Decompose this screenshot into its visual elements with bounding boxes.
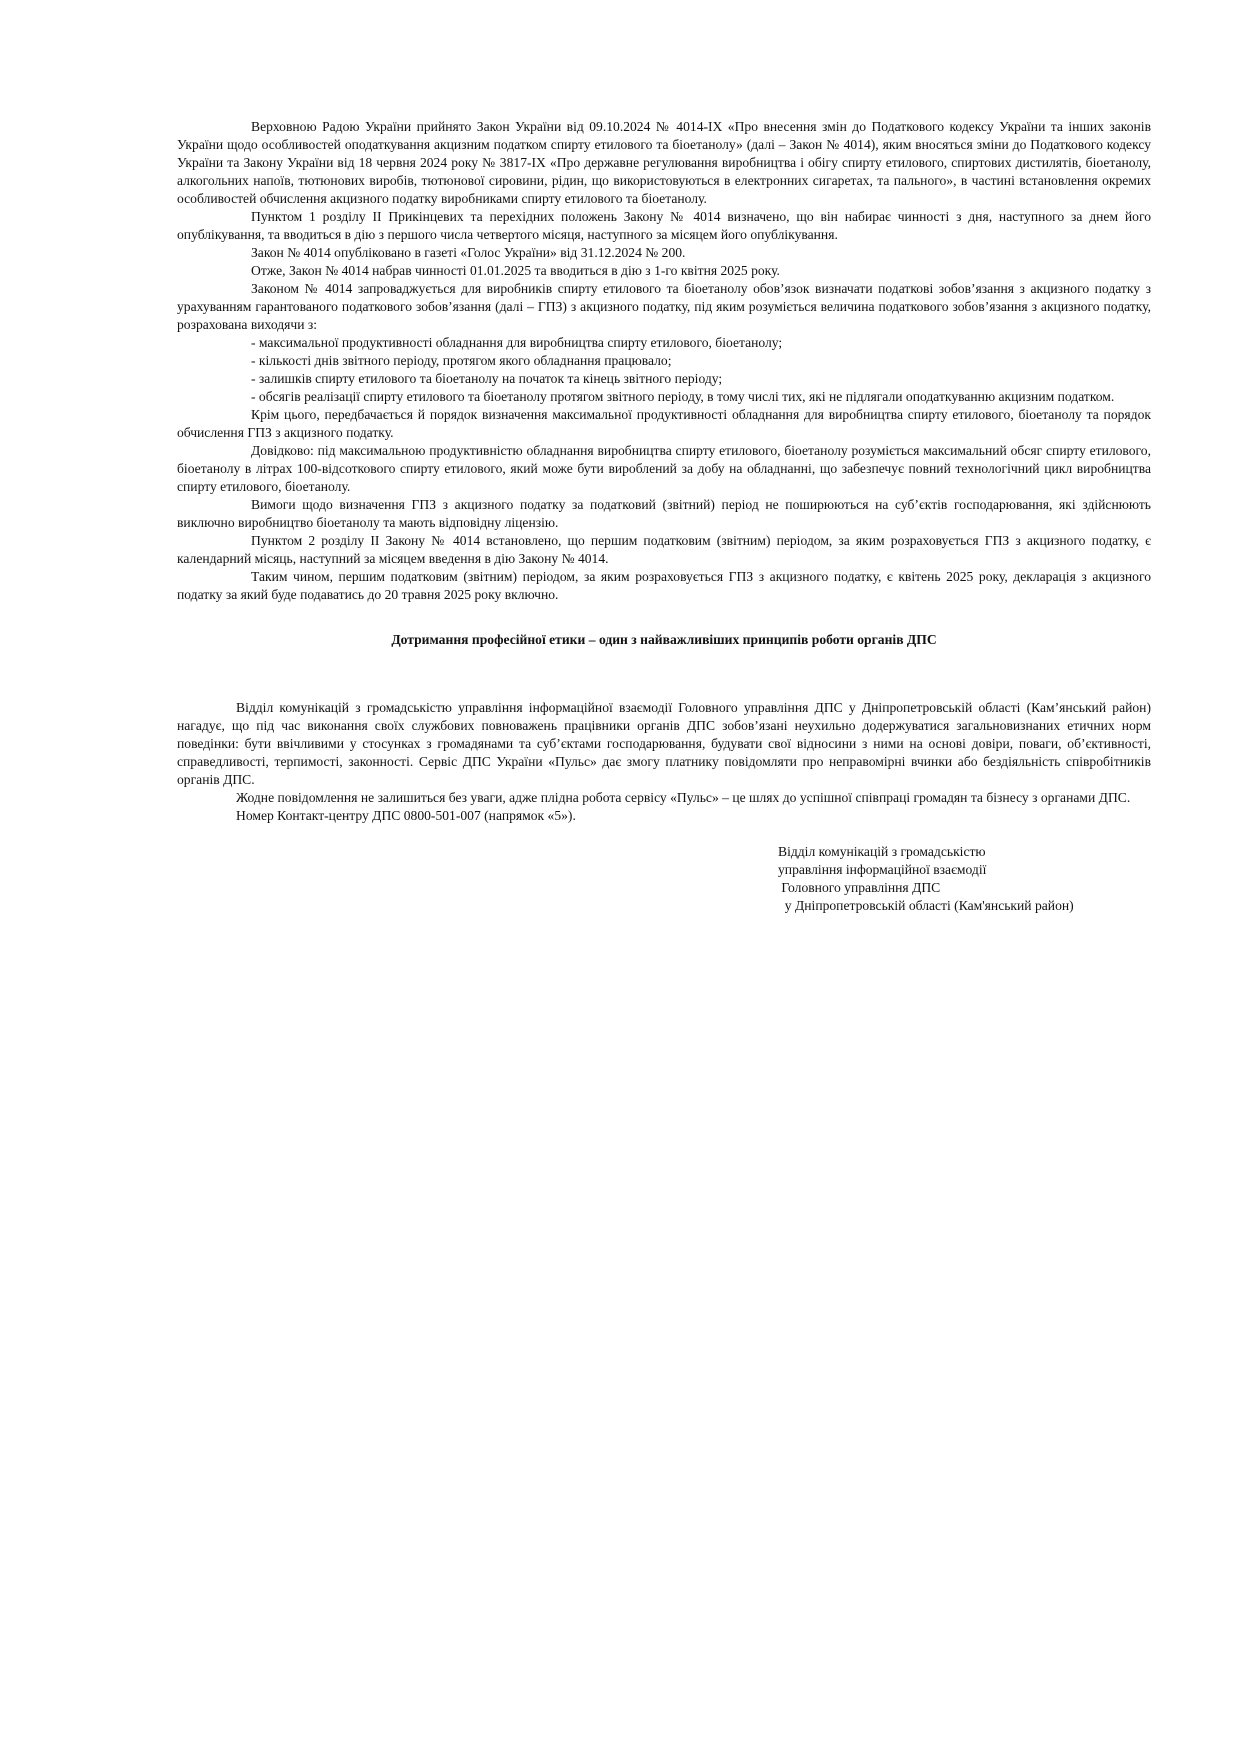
list-item: - кількості днів звітного періоду, протягом якого обладнання працювало;	[251, 353, 672, 368]
list-item: - обсягів реалізації спирту етилового та біоетанолу протягом звітного періоду, в тому числі тих, які не підлягали оподаткуванню акцизним податком.	[251, 389, 1115, 404]
paragraph: Таким чином, першим податковим (звітним) періодом, за яким розраховується ГПЗ з акцизного податку, є квітень 2025 року, декларація з акцизного податку за який буде подаватись до 20 травня 2025 року включно.	[177, 569, 1151, 602]
paragraph: Законом № 4014 запроваджується для виробників спирту етилового та біоетанолу обов’язок визначати податкові зобов’язання з акцизного податку з урахуванням гарантованого податкового зобов’язання (далі – ГПЗ) з акцизного податку, під яким розуміється величина податкового зобов’язання з акцизного податку, розрахована виходячи з:	[177, 281, 1151, 332]
paragraph: Верховною Радою України прийнято Закон України від 09.10.2024 № 4014-IX «Про внесення змін до Податкового кодексу України та інших законів України щодо особливостей оподаткування акцизним податком спирту етилового та біоетанолу» (далі – Закон № 4014), яким вносяться зміни до Податкового кодексу України та Закону України від 18 червня 2024 року № 3817-IX «Про державне регулювання виробництва і обігу спирту етилового, спиртових дистилятів, біоетанолу, алкогольних напоїв, тютюнових виробів, тютюнової сировини, рідин, що використовуються в електронних сигаретах, та пального», в частині встановлення окремих особливостей обчислення акцизного податку виробниками спирту етилового та біоетанолу.	[177, 119, 1151, 206]
signature-line: у Дніпропетровській області (Кам'янський район)	[778, 898, 1074, 913]
paragraph: Жодне повідомлення не залишиться без уваги, адже плідна робота сервісу «Пульс» – це шлях до успішної співпраці громадян та бізнесу з органами ДПС.	[236, 790, 1131, 805]
document-body	[177, 118, 1151, 915]
signature-block	[778, 843, 1151, 915]
section-professional-ethics	[177, 699, 1151, 825]
paragraph: Відділ комунікацій з громадськістю управління інформаційної взаємодії Головного управління ДПС у Дніпропетровській області (Кам’янський район) нагадує, що під час виконання своїх службових повноважень працівники органів ДПС зобов’язані неухильно додержуватися загальновизнаних етичних норм поведінки: бути ввічливими у стосунках з громадянами та суб’єктами господарювання, будувати свої відносини з ними на основі довіри, поваги, об’єктивності, справедливості, терпимості, законності. Сервіс ДПС України «Пульс» дає змогу платнику повідомляти про неправомірні вчинки або бездіяльність співробітників органів ДПС.	[177, 700, 1151, 787]
paragraph: Пунктом 1 розділу II Прикінцевих та перехідних положень Закону № 4014 визначено, що він набирає чинності з дня, наступного за днем його опублікування, та вводиться в дію з першого числа четвертого місяця, наступного за місяцем його опублікування.	[177, 209, 1151, 242]
signature-line: Відділ комунікацій з громадськістю	[778, 844, 986, 859]
section-excise-law	[177, 118, 1151, 604]
paragraph: Довідково: під максимальною продуктивністю обладнання виробництва спирту етилового, біоетанолу розуміється максимальний обсяг спирту етилового, біоетанолу в літрах 100-відсоткового спирту етилового, який може бути вироблений за добу на обладнанні, що забезпечує повний технологічний цикл виробництва спирту етилового, біоетанолу.	[177, 443, 1151, 494]
list-item: - максимальної продуктивності обладнання для виробництва спирту етилового, біоетанолу;	[251, 335, 783, 350]
paragraph: Закон № 4014 опубліковано в газеті «Голос України» від 31.12.2024 № 200.	[251, 245, 686, 260]
paragraph: Отже, Закон № 4014 набрав чинності 01.01.2025 та вводиться в дію з 1-го квітня 2025 року.	[251, 263, 780, 278]
paragraph: Пунктом 2 розділу II Закону № 4014 встановлено, що першим податковим (звітним) періодом, за яким розраховується ГПЗ з акцизного податку, є календарний місяць, наступний за місяцем введення в дію Закону № 4014.	[177, 533, 1151, 566]
paragraph: Вимоги щодо визначення ГПЗ з акцизного податку за податковий (звітний) період не поширюються на суб’єктів господарювання, які здійснюють виключно виробництво біоетанолу та мають відповідну ліцензію.	[177, 497, 1151, 530]
signature-line: Головного управління ДПС	[778, 880, 941, 895]
list-item: - залишків спирту етилового та біоетанолу на початок та кінець звітного періоду;	[251, 371, 723, 386]
paragraph: Крім цього, передбачається й порядок визначення максимальної продуктивності обладнання для виробництва спирту етилового, біоетанолу та порядок обчислення ГПЗ з акцизного податку.	[177, 407, 1151, 440]
signature-line: управління інформаційної взаємодії	[778, 862, 987, 877]
contact-center-paragraph: Номер Контакт-центру ДПС 0800-501-007 (напрямок «5»).	[236, 808, 576, 823]
section-heading: Дотримання професійної етики – один з найважливіших принципів роботи органів ДПС	[391, 632, 937, 647]
